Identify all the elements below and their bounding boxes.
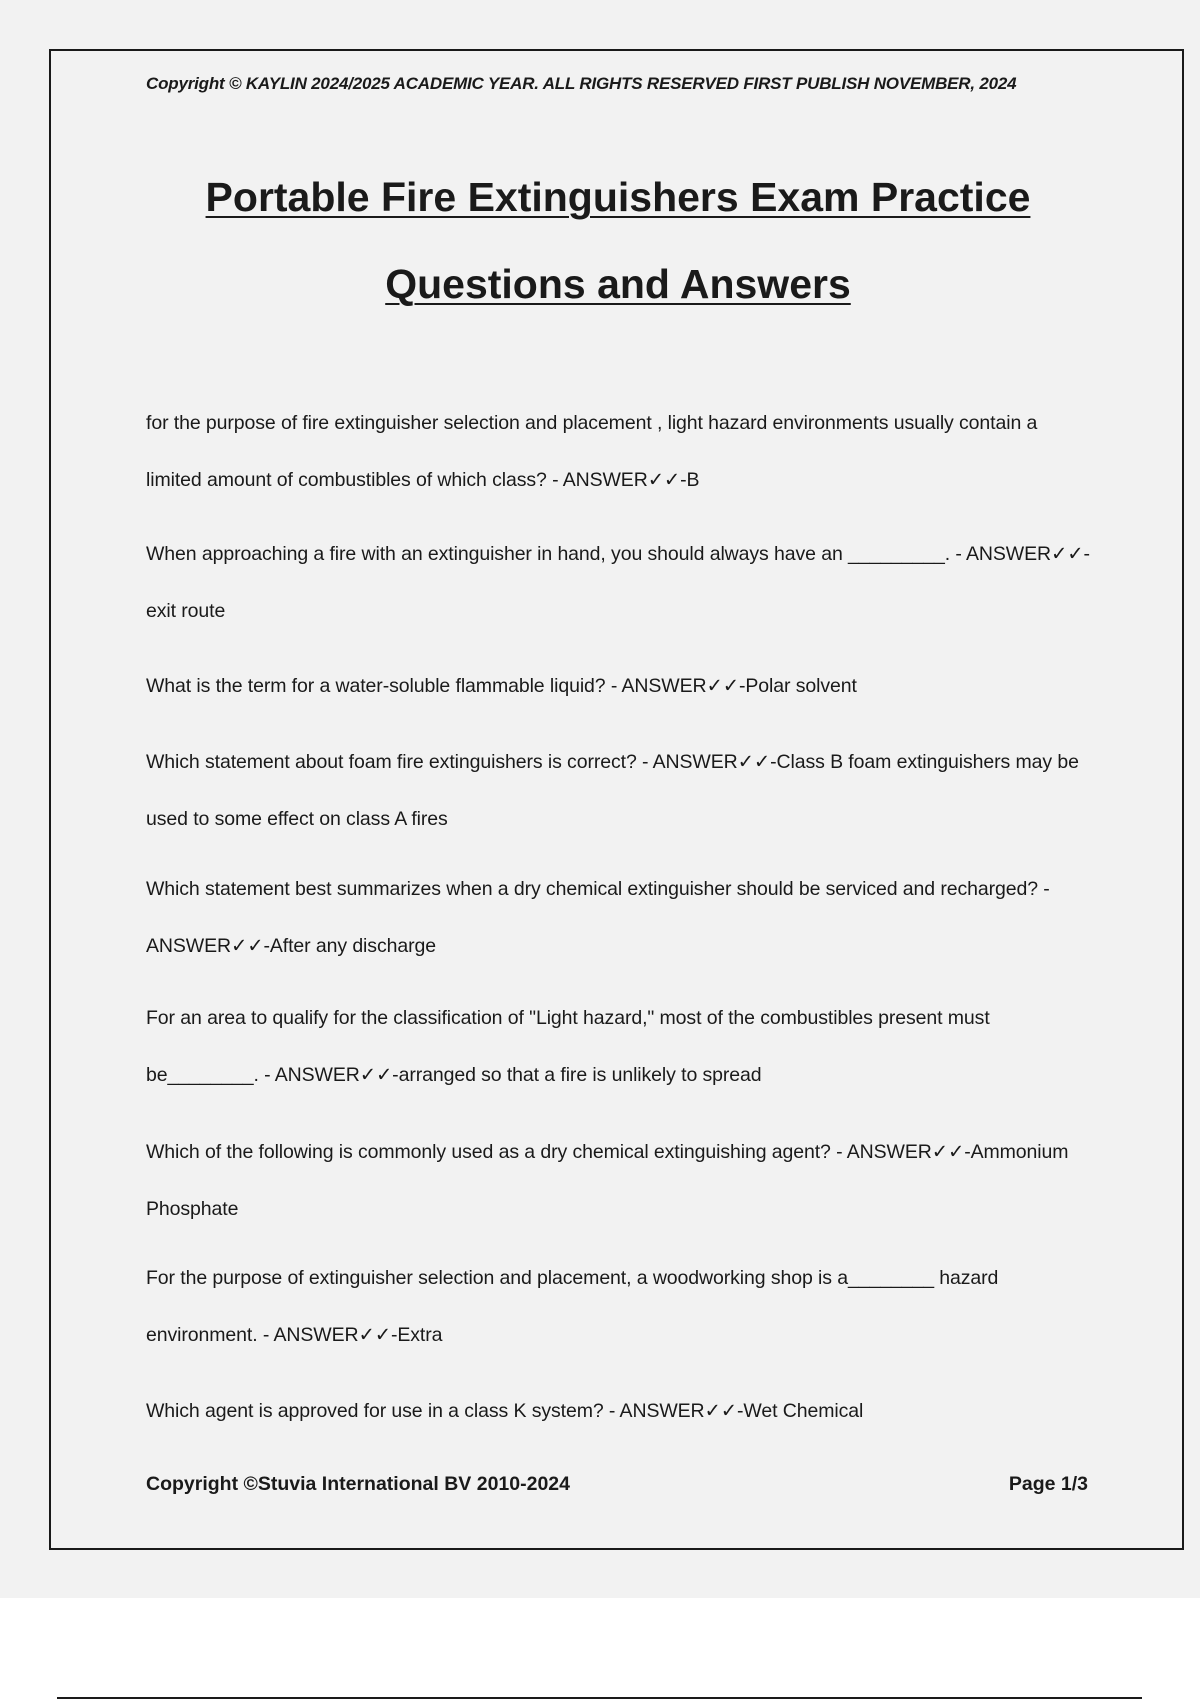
question-answer-3: What is the term for a water-soluble flammable liquid? - ANSWER✓✓-Polar solvent xyxy=(146,675,857,697)
document-title-line-1 xyxy=(0,174,1200,221)
question-answer-1: for the purpose of fire extinguisher selection and placement , light hazard environments usually contain a limited amount of combustibles of which class? - ANSWER✓✓-B xyxy=(146,412,1038,491)
document-title-line-2 xyxy=(0,261,1200,308)
question-answer-6: For an area to qualify for the classification of "Light hazard," most of the combustibles present must be________. - ANSWER✓✓-arranged so that a fire is unlikely to spread xyxy=(146,1007,990,1086)
document-title-text-2: Questions and Answers xyxy=(385,261,851,307)
footer-copyright: Copyright ©Stuvia International BV 2010-2024 xyxy=(146,1473,570,1495)
question-answer-4: Which statement about foam fire extinguishers is correct? - ANSWER✓✓-Class B foam extinguishers may be used to some effect on class A fires xyxy=(146,751,1079,830)
question-answer-9: Which agent is approved for use in a class K system? - ANSWER✓✓-Wet Chemical xyxy=(146,1400,864,1422)
page-number: Page 1/3 xyxy=(1008,1473,1088,1495)
question-answer-5: Which statement best summarizes when a dry chemical extinguisher should be serviced and recharged? - ANSWER✓✓-After any discharge xyxy=(146,878,1050,957)
question-answer-8: For the purpose of extinguisher selection and placement, a woodworking shop is a________ hazard environment. - ANSWER✓✓-Extra xyxy=(146,1267,999,1346)
next-page-divider xyxy=(57,1697,1142,1699)
question-answer-2: When approaching a fire with an extinguisher in hand, you should always have an _________. - ANSWER✓✓-exit route xyxy=(146,543,1090,622)
document-title-text-1: Portable Fire Extinguishers Exam Practice xyxy=(205,174,1031,220)
copyright-header: Copyright © KAYLIN 2024/2025 ACADEMIC YEAR. ALL RIGHTS RESERVED FIRST PUBLISH NOVEMBER, 2024 xyxy=(146,74,1017,93)
question-answer-7: Which of the following is commonly used as a dry chemical extinguishing agent? - ANSWER✓✓-Ammonium Phosphate xyxy=(146,1141,1069,1220)
